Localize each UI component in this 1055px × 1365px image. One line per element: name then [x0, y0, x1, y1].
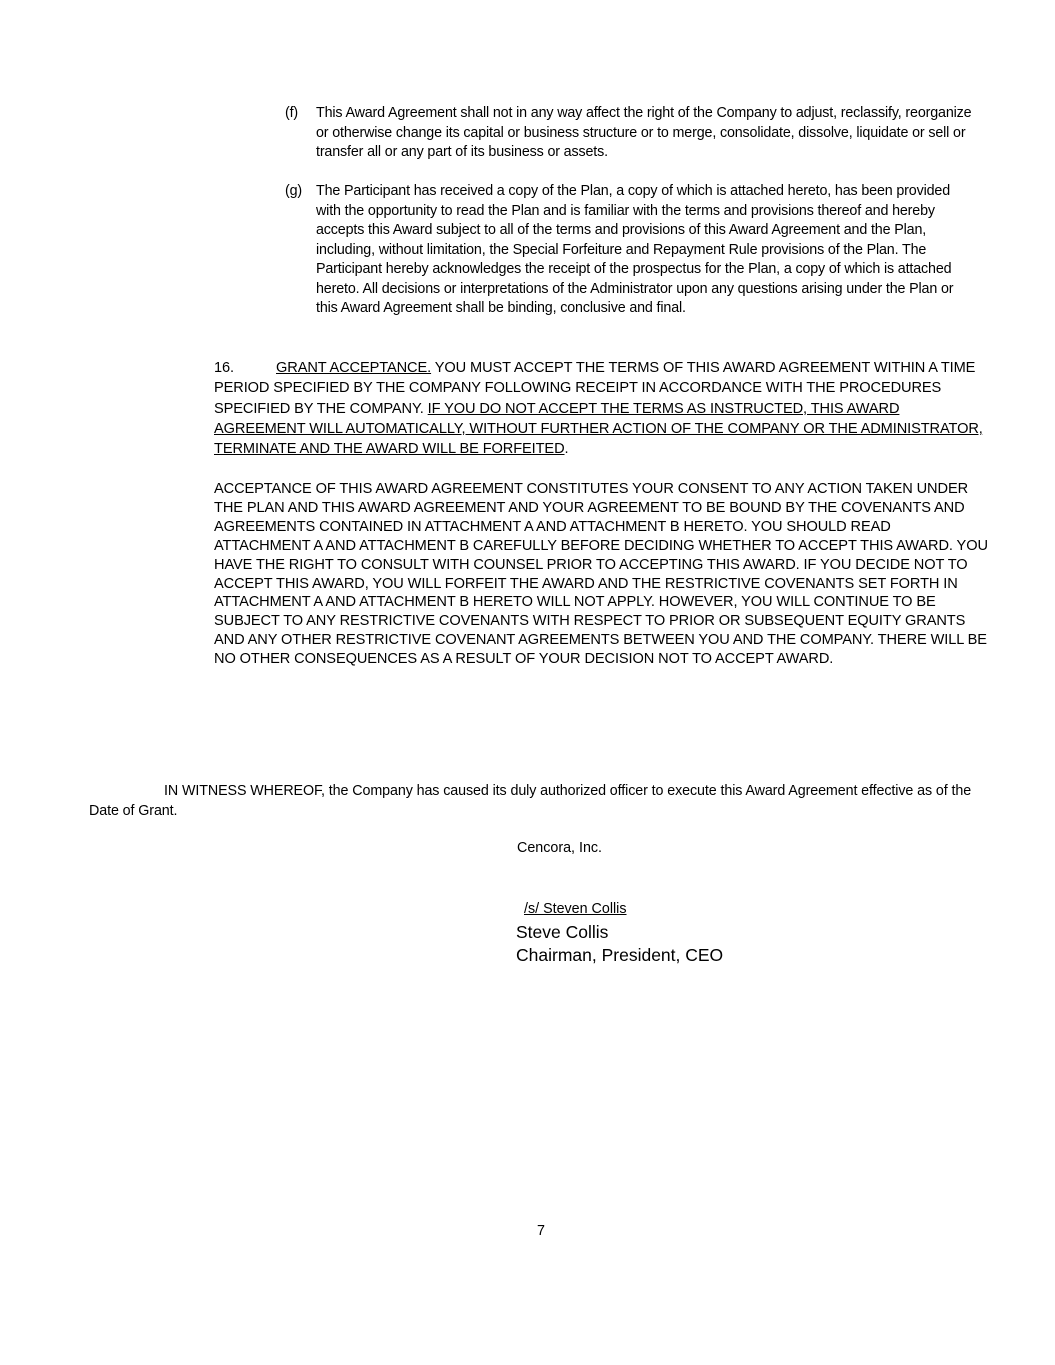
- section-16-number: 16.: [214, 360, 234, 376]
- page-number: 7: [537, 1223, 545, 1239]
- section-16-grant-acceptance: [214, 358, 989, 459]
- clause-f: [285, 104, 975, 163]
- clause-f-text: This Award Agreement shall not in any way affect the right of the Company to adjust, reclassify, reorganize or otherwise change its capital or business structure or to merge, consolidate, dissolve, liquidate or sell or transfer all or any part of its business or assets.: [316, 105, 972, 160]
- clause-g-text: The Participant has received a copy of the Plan, a copy of which is attached hereto, has been provided with the opportunity to read the Plan and is familiar with the terms and provisions thereof and hereby accepts this Award subject to all of the terms and provisions of this Award Agreement and the Plan, including, without limitation, the Special Forfeiture and Repayment Rule provisions of the Plan. The Participant hereby acknowledges the receipt of the prospectus for the Plan, a copy of which is attached hereto. All decisions or interpretations of the Administrator upon any questions arising under the Plan or this Award Agreement shall be binding, conclusive and final.: [316, 183, 954, 316]
- clause-f-label: (f): [285, 105, 299, 121]
- section-16-text: YOU MUST ACCEPT THE TERMS OF THIS AWARD AGREEMENT WITHIN A TIME PERIOD SPECIFIED BY THE COMPANY FOLLOWING RECEIPT IN ACCORDANCE WITH THE PROCEDURES SPECIFIED BY THE COMPANY.: [214, 360, 976, 417]
- section-16-end: .: [564, 441, 569, 458]
- witness-paragraph: [89, 781, 989, 822]
- section-16-underlined-text: IF YOU DO NOT ACCEPT THE TERMS AS INSTRUCTED, THIS AWARD AGREEMENT WILL AUTOMATICALLY, WITHOUT FURTHER ACTION OF THE COMPANY OR THE ADMINISTRATOR, TERMINATE AND THE AWARD WILL BE FORFEITED: [214, 400, 983, 458]
- clause-g: [285, 182, 975, 319]
- signer-name: Steve Collis: [516, 922, 609, 942]
- section-16-heading: GRANT ACCEPTANCE.: [276, 360, 432, 376]
- signer-title: Chairman, President, CEO: [516, 945, 724, 965]
- witness-text: IN WITNESS WHEREOF, the Company has caused its duly authorized officer to execute this Award Agreement effective as of the Date of Grant.: [89, 783, 972, 820]
- company-name: Cencora, Inc.: [517, 840, 603, 856]
- signature: /s/ Steven Collis: [524, 901, 627, 917]
- consent-paragraph: ACCEPTANCE OF THIS AWARD AGREEMENT CONSTITUTES YOUR CONSENT TO ANY ACTION TAKEN UNDER THE PLAN AND THIS AWARD AGREEMENT AND YOUR AGREEMENT TO BE BOUND BY THE COVENANTS AND AGREEMENTS CONTAINED IN ATTACHMENT A AND ATTACHMENT B HERETO. YOU SHOULD READ ATTACHMENT A AND ATTACHMENT B CAREFULLY BEFORE DECIDING WHETHER TO ACCEPT THIS AWARD. YOU HAVE THE RIGHT TO CONSULT WITH COUNSEL PRIOR TO ACCEPTING THIS AWARD. IF YOU DECIDE NOT TO ACCEPT THIS AWARD, YOU WILL FORFEIT THE AWARD AND THE RESTRICTIVE COVENANTS SET FORTH IN ATTACHMENT A AND ATTACHMENT B HERETO WILL NOT APPLY. HOWEVER, YOU WILL CONTINUE TO BE SUBJECT TO ANY RESTRICTIVE COVENANTS WITH RESPECT TO PRIOR OR SUBSEQUENT EQUITY GRANTS AND ANY OTHER RESTRICTIVE COVENANT AGREEMENTS BETWEEN YOU AND THE COMPANY. THERE WILL BE NO OTHER CONSEQUENCES AS A RESULT OF YOUR DECISION NOT TO ACCEPT AWARD.: [214, 481, 988, 668]
- clause-g-label: (g): [285, 183, 303, 199]
